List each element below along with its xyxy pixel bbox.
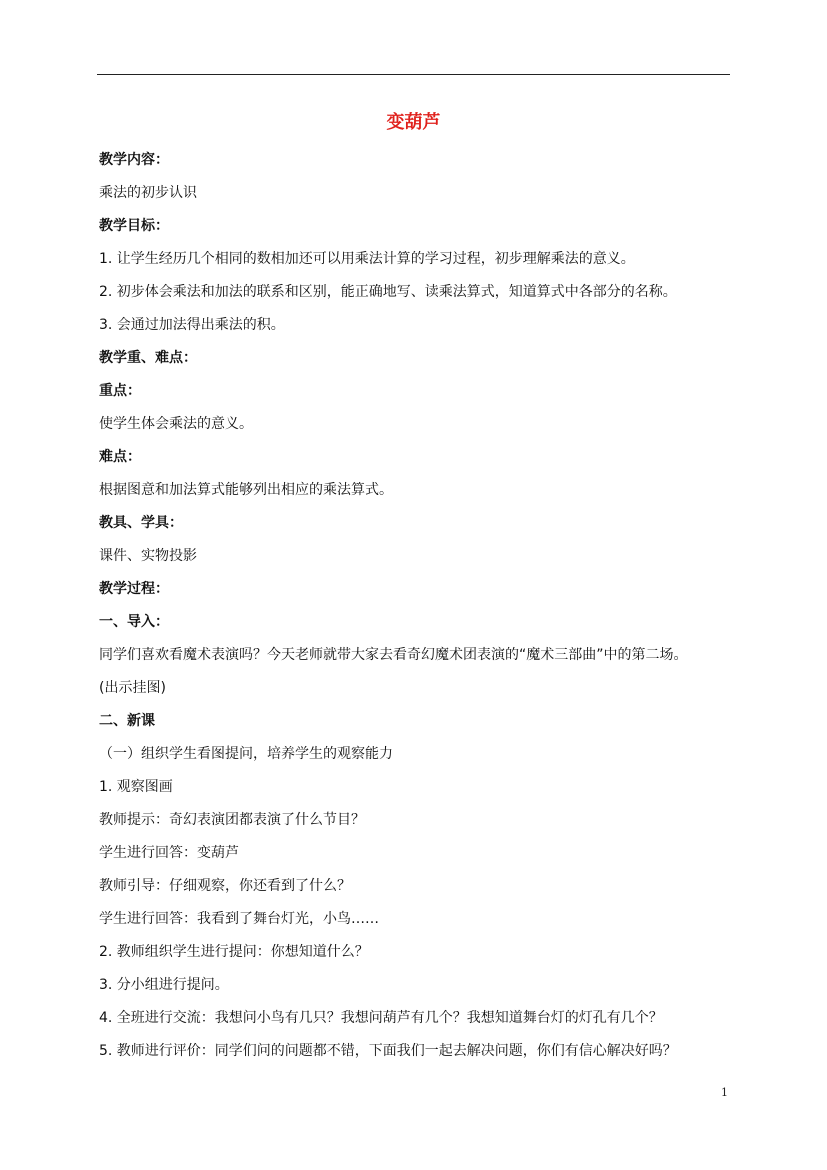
paragraph-line: 教师引导：仔细观察，你还看到了什么？ [99, 878, 351, 894]
paragraph-line: 使学生体会乘法的意义。 [99, 416, 253, 432]
section-heading: 教具、学具： [99, 515, 183, 531]
paragraph-line: 学生进行回答：变葫芦 [99, 845, 239, 861]
section-heading: 二、新课 [99, 713, 155, 729]
paragraph-line: 2. 初步体会乘法和加法的联系和区别，能正确地写、读乘法算式，知道算式中各部分的名称。 [99, 284, 677, 300]
section-heading: 教学过程： [99, 581, 169, 597]
page-number: 1 [721, 1086, 728, 1099]
paragraph-line: 教师提示：奇幻表演团都表演了什么节目？ [99, 812, 365, 828]
document-body [99, 148, 739, 1072]
paragraph-line: 3. 会通过加法得出乘法的积。 [99, 317, 285, 333]
section-heading: 教学重、难点： [99, 350, 197, 366]
section-heading: 重点： [99, 383, 141, 399]
paragraph-line: 课件、实物投影 [99, 548, 197, 564]
section-heading: 难点： [99, 449, 141, 465]
paragraph-line: 3. 分小组进行提问。 [99, 977, 229, 993]
document-title: 变葫芦 [386, 112, 441, 133]
paragraph-line: 5. 教师进行评价：同学们问的问题都不错，下面我们一起去解决问题，你们有信心解决好吗？ [99, 1043, 677, 1059]
paragraph-line: 同学们喜欢看魔术表演吗？今天老师就带大家去看奇幻魔术团表演的“魔术三部曲”中的第二场。 [99, 647, 688, 663]
paragraph-line: 学生进行回答：我看到了舞台灯光，小鸟…… [99, 911, 379, 927]
paragraph-line: (出示挂图) [99, 680, 166, 696]
paragraph-line: 4. 全班进行交流：我想问小鸟有几只？我想问葫芦有几个？我想知道舞台灯的灯孔有几个？ [99, 1010, 663, 1026]
section-heading: 教学内容： [99, 152, 169, 168]
paragraph-line: 2. 教师组织学生进行提问：你想知道什么？ [99, 944, 369, 960]
header-rule [97, 74, 730, 75]
section-heading: 教学目标： [99, 218, 169, 234]
section-heading: 一、导入： [99, 614, 169, 630]
paragraph-line: 1. 观察图画 [99, 779, 173, 795]
paragraph-line: 1. 让学生经历几个相同的数相加还可以用乘法计算的学习过程，初步理解乘法的意义。 [99, 251, 635, 267]
paragraph-line: （一）组织学生看图提问，培养学生的观察能力 [99, 746, 393, 762]
paragraph-line: 乘法的初步认识 [99, 185, 197, 201]
paragraph-line: 根据图意和加法算式能够列出相应的乘法算式。 [99, 482, 393, 498]
